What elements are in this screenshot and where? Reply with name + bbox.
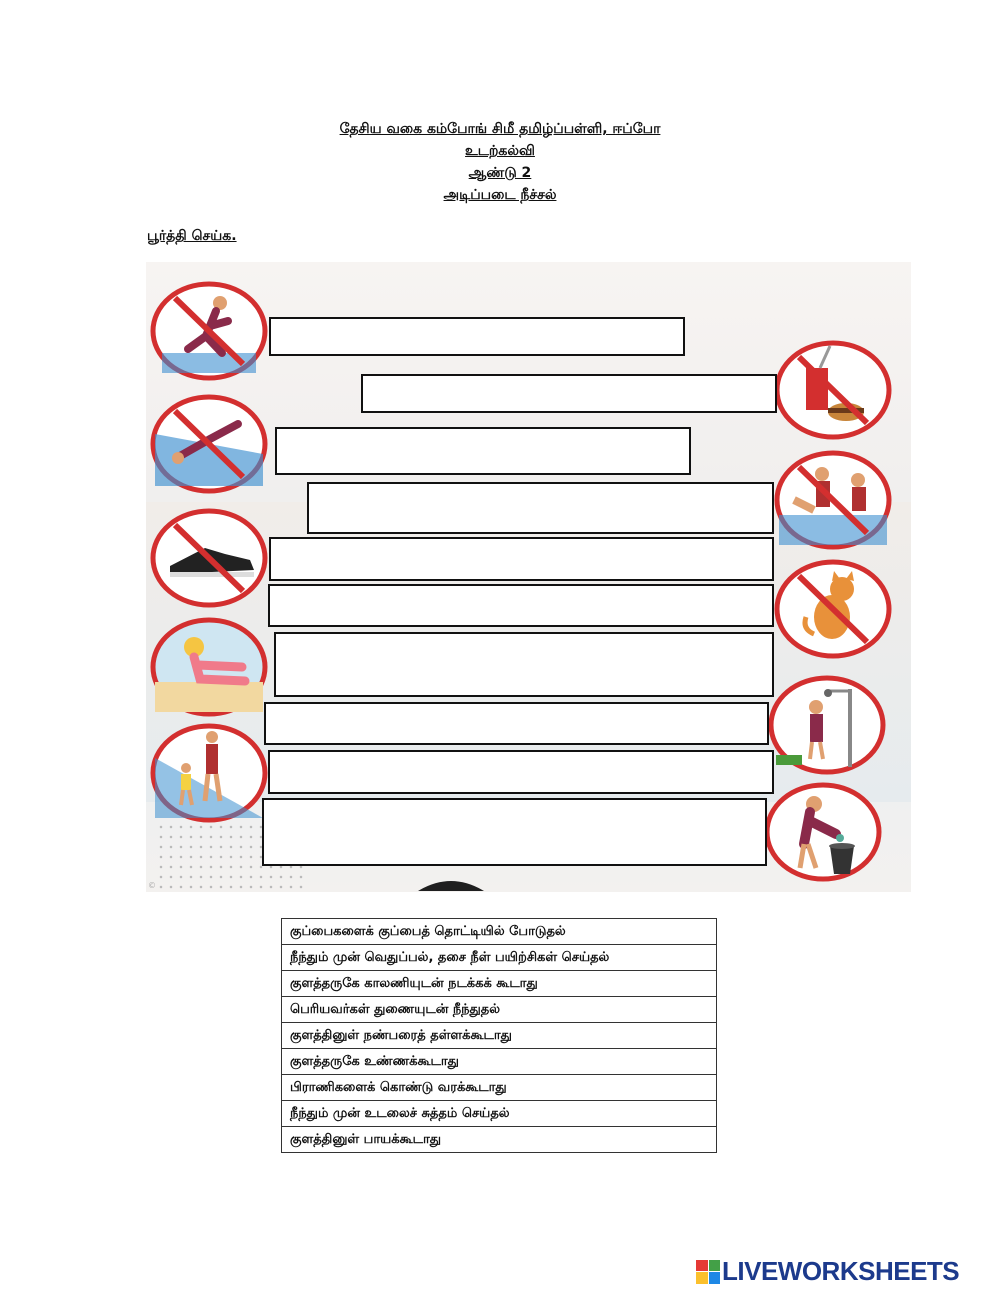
option-cell: குளத்தருகே காலணியுடன் நடக்கக் கூடாது [282, 971, 717, 997]
answer-box-8[interactable] [264, 702, 769, 745]
option-cell: குளத்தினுள் நண்பரைத் தள்ளக்கூடாது [282, 1023, 717, 1049]
table-row [282, 1049, 717, 1075]
answer-box-1[interactable] [269, 317, 685, 356]
no-animals-icon [774, 559, 892, 659]
table-row [282, 1101, 717, 1127]
answer-box-2[interactable] [361, 374, 777, 413]
option-cell: குப்பைகளைக் குப்பைத் தொட்டியில் போடுதல் [282, 919, 717, 945]
liveworksheets-logo[interactable] [696, 1256, 959, 1287]
table-row [282, 1023, 717, 1049]
option-cell: பெரியவர்கள் துணையுடன் நீந்துதல் [282, 997, 717, 1023]
answer-box-3[interactable] [275, 427, 691, 475]
school-name: தேசிய வகை கம்போங் சிமீ தமிழ்ப்பள்ளி, ஈப்போ [339, 121, 661, 137]
no-shoes-icon [150, 508, 268, 608]
no-running-icon [150, 281, 268, 381]
subject-title: உடற்கல்வி [465, 143, 535, 159]
table-row [282, 1127, 717, 1153]
no-food-drink-icon [774, 340, 892, 440]
answer-box-4[interactable] [307, 482, 774, 534]
no-diving-icon [150, 394, 268, 494]
table-row [282, 945, 717, 971]
option-cell: குளத்தினுள் பாயக்கூடாது [282, 1127, 717, 1153]
topic-title: அடிப்படை நீச்சல் [443, 187, 557, 203]
worksheet-header [0, 118, 1000, 206]
option-cell: நீந்தும் முன் உடலைச் சுத்தம் செய்தல் [282, 1101, 717, 1127]
answer-box-5[interactable] [269, 537, 774, 581]
option-cell: குளத்தருகே உண்ணக்கூடாது [282, 1049, 717, 1075]
instruction-text: பூர்த்தி செய்க. [147, 228, 237, 244]
answer-box-10[interactable] [262, 798, 767, 866]
warm-up-stretch-icon [150, 617, 268, 717]
scene-watermark: © [148, 881, 156, 890]
table-row [282, 919, 717, 945]
use-rubbish-bin-icon [764, 782, 882, 882]
logo-text: LIVEWORKSHEETS [722, 1256, 960, 1286]
year-label: ஆண்டு 2 [468, 165, 532, 181]
answer-box-7[interactable] [274, 632, 774, 697]
shower-before-swim-icon [768, 675, 886, 775]
table-row [282, 1075, 717, 1101]
option-cell: நீந்தும் முன் வெதுப்பல், தசை நீள் பயிற்சிகள் செய்தல் [282, 945, 717, 971]
no-pushing-icon [774, 450, 892, 550]
table-row [282, 971, 717, 997]
answer-options-table [281, 918, 717, 1153]
logo-mark-icon [696, 1260, 720, 1284]
scroll-arrow-icon[interactable] [418, 877, 484, 891]
option-cell: பிராணிகளைக் கொண்டு வரக்கூடாது [282, 1075, 717, 1101]
answer-box-9[interactable] [268, 750, 774, 794]
table-row [282, 997, 717, 1023]
adult-supervision-icon [150, 723, 268, 823]
answer-box-6[interactable] [268, 584, 774, 627]
